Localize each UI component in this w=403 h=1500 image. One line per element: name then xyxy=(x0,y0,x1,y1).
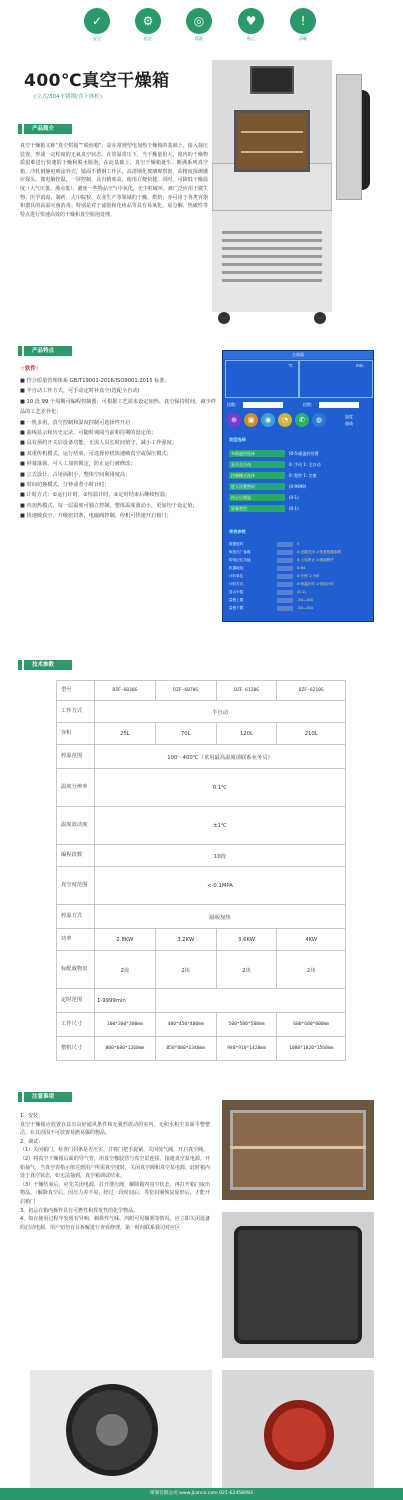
open-door-image xyxy=(336,74,362,200)
warning-icon: ! xyxy=(290,8,316,34)
features-header: 产品特点 xyxy=(24,346,72,356)
caster-wheel xyxy=(218,312,230,324)
list-item: 真空干燥箱应放置在具有良好通风条件和无强烈震动的室内，无积水积尘表面平整整洁，在其周围不可放置易燃易爆的物品。 xyxy=(20,1121,210,1137)
time-graph: min xyxy=(299,360,373,398)
caster-photo xyxy=(222,1370,374,1488)
param-row[interactable]: 多路温控选择 (0-5)最温控设置 xyxy=(231,451,319,456)
heart-icon: ♥ xyxy=(238,8,264,34)
screen-title: 主界面 xyxy=(223,351,373,359)
camera-icon[interactable]: ◉ xyxy=(261,413,275,427)
caster-wheel xyxy=(314,312,326,324)
control-screen-image xyxy=(250,66,294,94)
intro-header: 产品简介 xyxy=(24,124,72,134)
controller-screen xyxy=(222,350,374,622)
param-row[interactable]: 机器地址 0-64 xyxy=(229,566,306,570)
features-list xyxy=(20,376,216,522)
table-row: 标配载物盘 2块 2块 2块 2块 xyxy=(57,951,346,989)
play-icon[interactable]: ⊕ xyxy=(227,413,241,427)
param-row[interactable]: 控制模式选择 0: 程控 1: 定值 xyxy=(231,473,317,478)
list-item: 2、调试： xyxy=(20,1138,44,1145)
table-row: 功率 2.8KW 3.2KW 3.6KW 4KW xyxy=(57,929,346,951)
table-row: 工作方式 半自动 xyxy=(57,701,346,723)
footer: 斯频有限公司 www.JLanco.com 021-62458093 xyxy=(0,1488,403,1500)
chamber-photo xyxy=(222,1100,374,1200)
temperature-graph: ℃ xyxy=(225,360,299,398)
list-item: （2）将真空干燥箱后面的导气管，用真空橡胶管与真空泵连接，接通真空泵电源，开始抽气，当真空表指示值达到用户所需真空度时，关闭真空阀和真空泵电源，此时箱内处于真空状态，如无法抽到，真空箱调试结束。 xyxy=(20,1155,211,1180)
fan-photo xyxy=(30,1370,212,1488)
shield-check-icon: ✓ xyxy=(84,8,110,34)
feature-safety: ✓ 安全 xyxy=(82,8,112,48)
seal-gasket-photo xyxy=(222,1212,374,1358)
param-row[interactable]: 显示小数 (0-1) xyxy=(229,590,306,594)
list-item: ■ 内加热模式，每一层温度可独立控制，整体温度波动小，更加均于设定值； xyxy=(20,502,198,509)
param-row[interactable]: 恢复出厂参数 0:近端关闭 1:恢复数据参数 xyxy=(229,550,342,554)
product-title: 400℃真空干燥箱 xyxy=(24,71,170,91)
notes-list xyxy=(20,1112,210,1232)
table-row: 型号 DZF-6030G DZF-6070G DZF-6120G DZF-6210G xyxy=(57,681,346,701)
list-item: （1）关闭箱门，检查门封条是否压实，并将门把手旋紧，关闭放气阀，开启真空阀。 xyxy=(20,1147,209,1154)
table-row: 容积 25L 70L 120L 210L xyxy=(57,723,346,745)
list-item: ■ 曲线显示和历史记录，可随时调阅当前和往期的设定值； xyxy=(20,430,157,437)
specs-table xyxy=(56,680,346,1061)
table-row: 真空度范围 <-0.1MPA xyxy=(57,867,346,905)
table-row: 控温方式 隔板加热 xyxy=(57,905,346,929)
phone-icon[interactable]: ✆ xyxy=(295,413,309,427)
clock-icon[interactable]: ◔ xyxy=(278,413,292,427)
list-item: ■ 符合质量管理体系 GB/T19001-2016/ISO9001:2015 标准； xyxy=(20,378,170,384)
list-item: （3）干燥结束后，应先关闭电源，打开泄压阀，解除箱内真空状态，再打开箱门取出物品。（解除真空后，因压力差不易，经过一段时间后，等密封圈恢复原形后，才能开启箱门 xyxy=(20,1181,210,1205)
table-row: 定时范围 1-9999min xyxy=(57,989,346,1013)
target-icon: ◎ xyxy=(186,8,212,34)
panel-type-select-title: 类型选择 xyxy=(229,437,246,442)
table-row: 编程段数 10段 xyxy=(57,845,346,867)
feature-caring: ♥ 贴心 xyxy=(236,8,266,48)
param-row[interactable]: 进入设置密码 (0-9999) xyxy=(231,484,307,489)
table-row: 温度分辨率 0.1℃ xyxy=(57,769,346,807)
feature-icons-row xyxy=(0,8,403,48)
specs-header: 技术参数 xyxy=(24,660,72,670)
intro-text: 真空干燥箱又称“真空烘箱”“脱泡箱”，是在常规型电加热干燥箱的基础上，接入抽压装置，形成一定程度的无氧真空状态。在常温常压下，当干燥量很大，箱内的干燥物质很难进行快速的干燥和脱水脱泡，在此基础上，真空干燥箱诞生。断满系列真空箱，冷轧钢静电喷涂外壳，镜面不锈钢工作区，高清钢化玻璃观察窗，高精度探测感应探头，微电脑控温，一屏控制，具有精度高，使用方便快捷。同时，可降低干燥温度（大气压低，沸点低），避免一些物品空气中氧化，无尘粒破坏，被广泛应用于微生物、医学消毒、制药、大中院校、农业生产等领域的干燥、烘焙；亦可用于各类容器和器具的高温灭菌消毒；特别是对于滤胶和化妆品等具有易氧化、易分解、热敏性等特点进行快速高效的干燥和真空脱泡处理。 xyxy=(20,143,208,218)
param-row[interactable]: 数据延时 5 xyxy=(229,542,300,546)
param-row[interactable]: 掉电记忆功能 0:上电停止 1:继续程序 xyxy=(229,558,334,562)
param-row[interactable]: 屏幕类型 (0-1) xyxy=(231,506,299,511)
list-item: ■ 半自动工作方式，可手动定时补真空(选配全自动) xyxy=(20,388,140,395)
globe-icon[interactable]: ◍ xyxy=(312,413,326,427)
param-row[interactable]: 计时单位 0:分钟 1:小时 xyxy=(229,574,320,578)
feature-stable: ⚙ 稳定 xyxy=(133,8,163,48)
lower-cabinet xyxy=(212,210,332,312)
param-row[interactable]: 停止后照温 (0-1) xyxy=(231,495,299,500)
list-item: 3、切忌在箱内操作具有可燃性和挥发性的化学物品。 xyxy=(20,1207,139,1214)
chamber-image xyxy=(234,110,310,172)
list-item: 1、安装： xyxy=(20,1113,44,1119)
wrench-icon: ⚙ xyxy=(135,8,161,34)
segment-input-right[interactable] xyxy=(319,402,359,408)
list-item: ■ 计时方式：①运行计时，②恒温计时，③定时结束后继续恒温； xyxy=(20,492,171,499)
table-row: 控温范围 100～400℃（常用最高温度请联系业务员） xyxy=(57,745,346,769)
param-row[interactable]: 量程下限 -50—410 xyxy=(229,606,314,610)
product-subtitle: (立式/304不锈钢/含下体柜) xyxy=(34,94,102,100)
param-row[interactable]: 计时方式 0:恒温计时 1:恒值计时 xyxy=(229,582,334,586)
list-item: ■ 快速破真空，升级密封条，电磁阀控制，停机可快速开启箱门； xyxy=(20,513,172,520)
list-item: 4、如在使用过程中发现有异响、刺鼻性气味、内眼可见烟雾等情况，应立即关闭设备的启动电源，用户切勿盲目拆解进行查看修理，第一时间联系我司对应区 xyxy=(20,1216,210,1231)
table-row: 整机尺寸 800*680*1260mm 850*880*1340mm 980*910*1420mm 1080*1020*1560mm xyxy=(57,1037,346,1061)
list-item: ■ 双重传机模式，运行结束，可选择停机快速破真空或保压模式； xyxy=(20,450,172,457)
feature-precise: ◎ 精准 xyxy=(184,8,214,48)
list-item: ■ 立式设计，占用面积小，整体空间利用度高； xyxy=(20,471,131,478)
list-item: ■ 一机多用，真空控制和温度控制可选择性开启 xyxy=(20,419,131,426)
list-item: ■ 具有预约开关启设备功能，无需人员长时间值守，减小工作强度； xyxy=(20,440,177,447)
notes-header: 注意事项 xyxy=(24,1092,72,1102)
software-label: ☆软件： xyxy=(20,366,42,372)
product-image xyxy=(212,60,362,330)
segment-fields: 段数: 段数: xyxy=(227,401,369,409)
segment-input-left[interactable] xyxy=(243,402,283,408)
table-row: 温度波动度 ±1℃ xyxy=(57,807,346,845)
book-icon[interactable]: ▣ xyxy=(244,413,258,427)
screen-icon-row: ⊕ ▣ ◉ ◔ ✆ ◍ 温度 曲线 xyxy=(227,413,369,429)
table-row: 工作尺寸 300*300*300mm 400*450*400mm 500*500*500mm 600*600*600mm xyxy=(57,1013,346,1037)
list-item: ■ 时间切换模式，分钟或者小时计时； xyxy=(20,482,110,489)
param-row[interactable]: 是否全自动 0: 手动 1: 全自动 xyxy=(231,462,321,467)
param-row[interactable]: 量程上限 -50—410 xyxy=(229,598,314,602)
panel-general-params-title: 常规参数 xyxy=(229,529,246,534)
feature-clear: ! 清晰 xyxy=(288,8,318,48)
list-item: ■ 10 段 99 个周期可编程控制器，可根据工艺需求设定加热、真空保持时间，减少样品的工艺差异化； xyxy=(20,398,216,416)
list-item: ■ 屏幕落锁，可人工加密锁定，防止运行被修改； xyxy=(20,461,136,468)
